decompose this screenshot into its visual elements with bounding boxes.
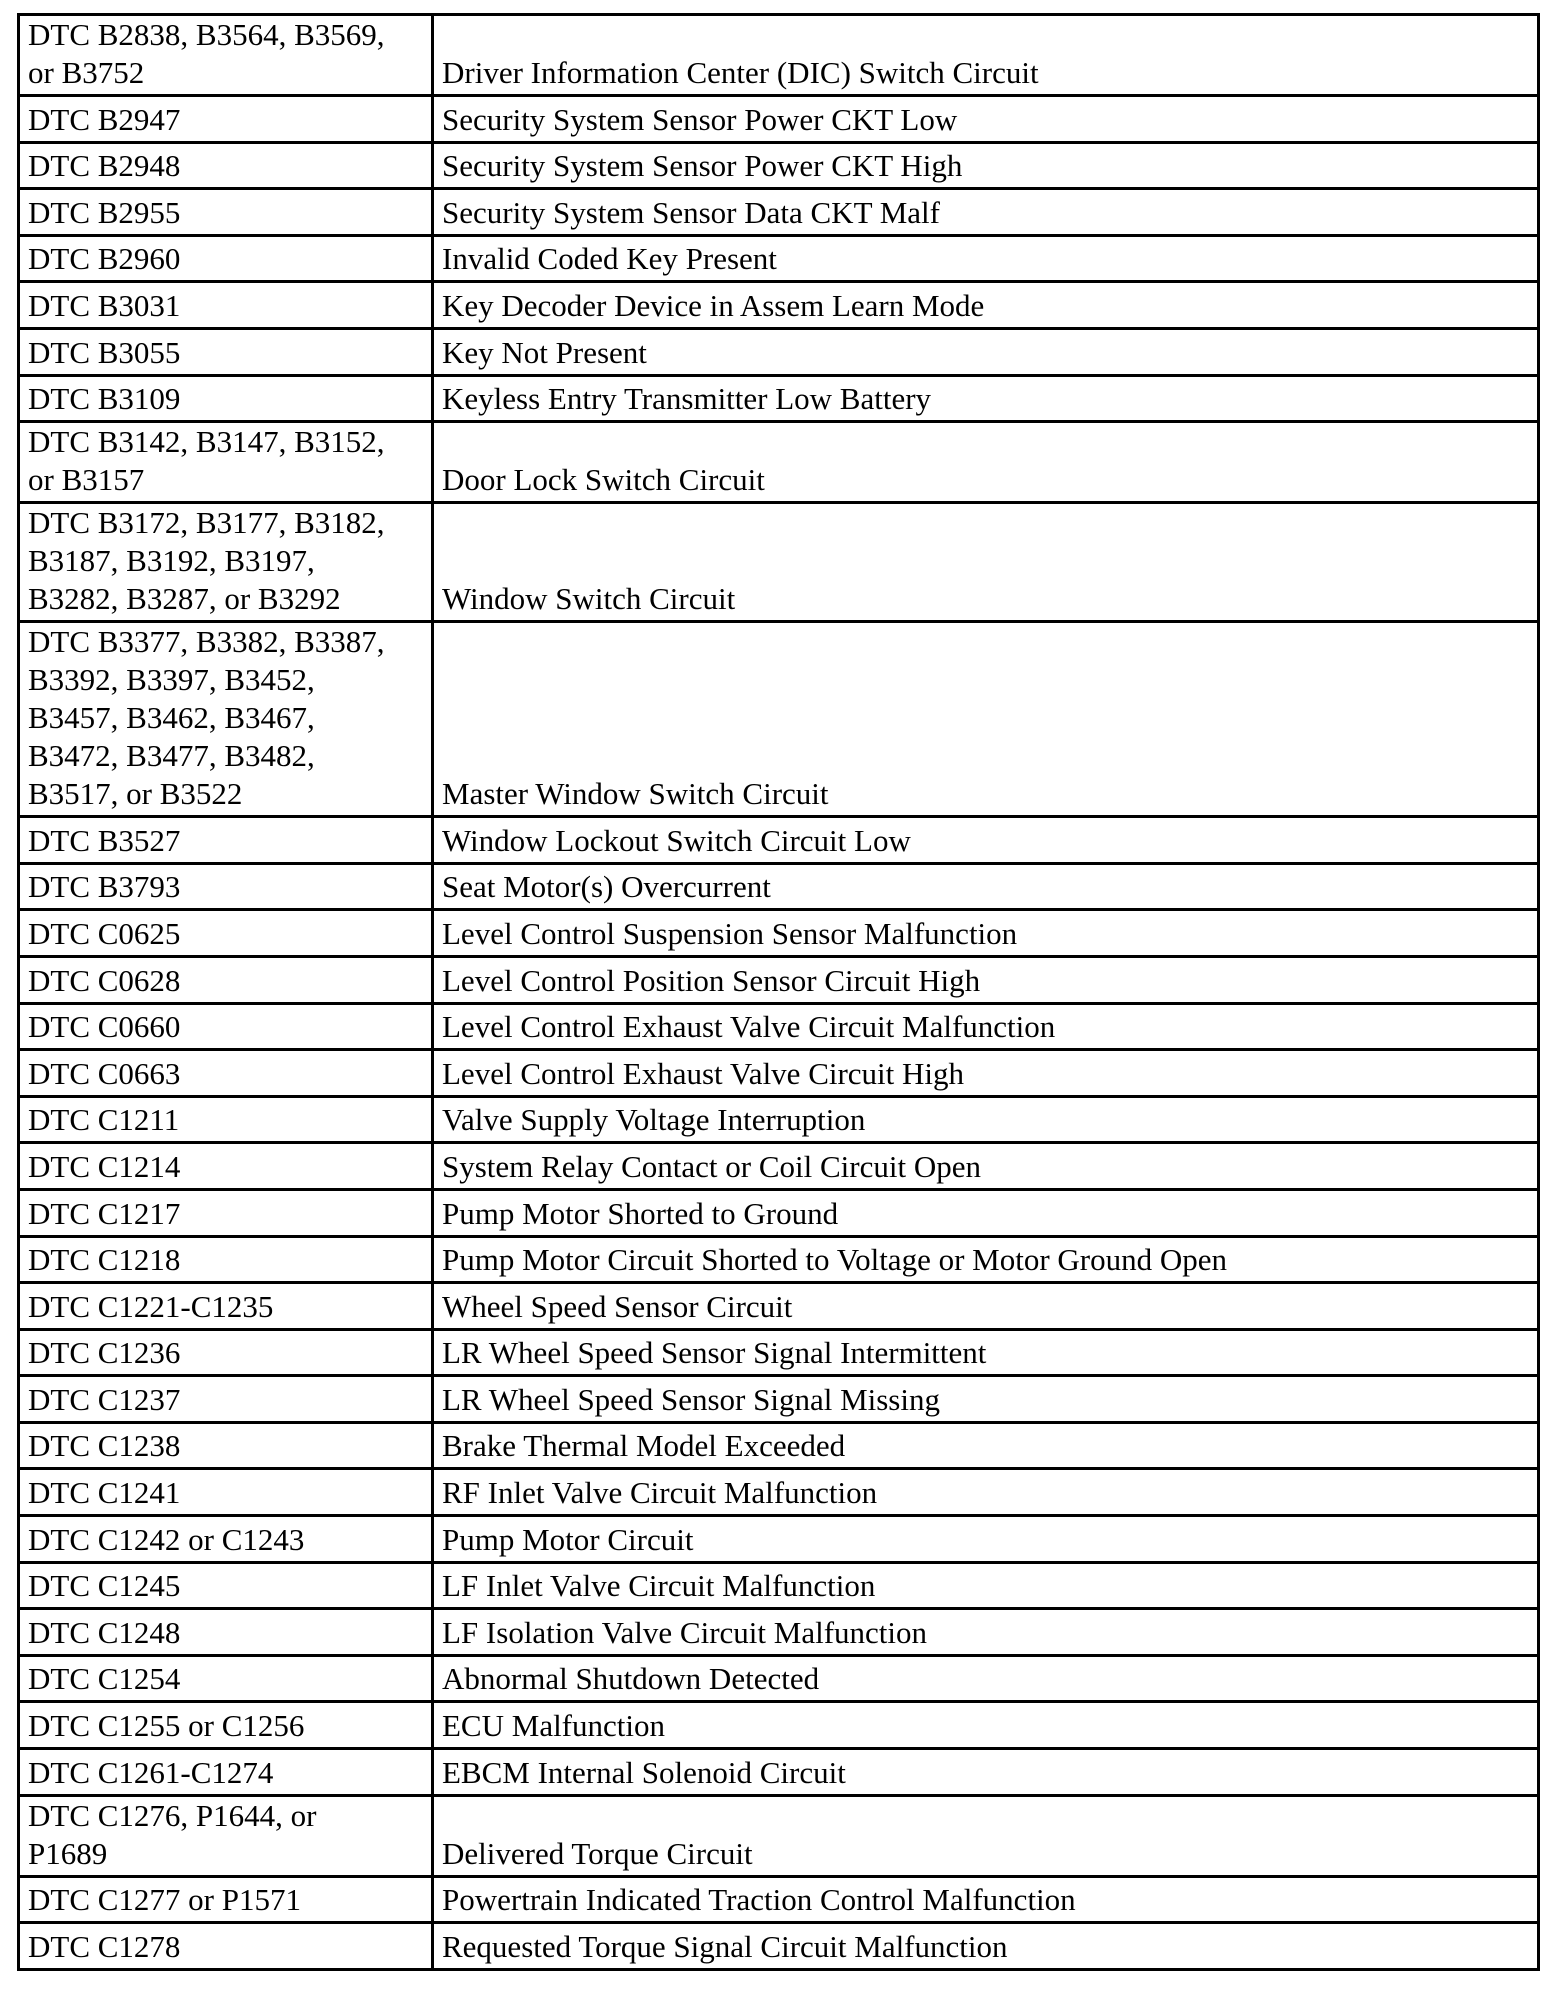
table-row [19,375,1539,422]
dtc-code-cell: DTC C1211 [19,1096,433,1143]
dtc-table-body [19,15,1539,1970]
table-row [19,1329,1539,1376]
dtc-code-cell: DTC B3031 [19,282,433,329]
dtc-code-cell: DTC C1214 [19,1143,433,1190]
dtc-description-cell: ECU Malfunction [433,1702,1539,1749]
dtc-code-cell: DTC B2960 [19,235,433,282]
dtc-description-cell: Pump Motor Shorted to Ground [433,1189,1539,1236]
dtc-description-cell: Security System Sensor Power CKT High [433,142,1539,189]
dtc-code-cell: DTC B3055 [19,328,433,375]
dtc-description-cell: LF Isolation Valve Circuit Malfunction [433,1609,1539,1656]
dtc-code-cell: DTC B2947 [19,96,433,143]
dtc-description-cell: RF Inlet Valve Circuit Malfunction [433,1469,1539,1516]
dtc-code-cell: DTC C1236 [19,1329,433,1376]
table-row [19,1469,1539,1516]
table-row [19,1003,1539,1050]
dtc-code-cell: DTC B3527 [19,817,433,864]
dtc-description-cell: Seat Motor(s) Overcurrent [433,863,1539,910]
table-row [19,328,1539,375]
dtc-code-cell: DTC B2838, B3564, B3569, or B3752 [19,15,433,96]
dtc-code-cell: DTC C1237 [19,1376,433,1423]
dtc-code-cell: DTC C1221-C1235 [19,1283,433,1330]
table-row [19,956,1539,1003]
dtc-code-cell: DTC C1254 [19,1655,433,1702]
dtc-description-cell: EBCM Internal Solenoid Circuit [433,1749,1539,1796]
dtc-description-cell: Window Lockout Switch Circuit Low [433,817,1539,864]
table-row [19,1876,1539,1923]
table-row [19,96,1539,143]
dtc-description-cell: Delivered Torque Circuit [433,1795,1539,1876]
table-row [19,1143,1539,1190]
dtc-description-cell: Security System Sensor Power CKT Low [433,96,1539,143]
dtc-description-cell: Window Switch Circuit [433,503,1539,622]
dtc-table [17,13,1540,1971]
dtc-code-cell: DTC C1277 or P1571 [19,1876,433,1923]
table-row [19,142,1539,189]
dtc-code-cell: DTC B2948 [19,142,433,189]
table-row [19,422,1539,503]
dtc-code-cell: DTC C1242 or C1243 [19,1516,433,1563]
dtc-description-cell: Pump Motor Circuit [433,1516,1539,1563]
dtc-description-cell: Wheel Speed Sensor Circuit [433,1283,1539,1330]
table-row [19,1096,1539,1143]
table-row [19,1795,1539,1876]
dtc-code-cell: DTC C1218 [19,1236,433,1283]
dtc-description-cell: Security System Sensor Data CKT Malf [433,189,1539,236]
table-row [19,1050,1539,1097]
dtc-code-cell: DTC C1261-C1274 [19,1749,433,1796]
dtc-description-cell: LR Wheel Speed Sensor Signal Missing [433,1376,1539,1423]
dtc-description-cell: Level Control Exhaust Valve Circuit High [433,1050,1539,1097]
table-row [19,1609,1539,1656]
dtc-description-cell: Master Window Switch Circuit [433,622,1539,817]
dtc-description-cell: Powertrain Indicated Traction Control Malfunction [433,1876,1539,1923]
table-row [19,910,1539,957]
dtc-description-cell: Invalid Coded Key Present [433,235,1539,282]
dtc-description-cell: Key Decoder Device in Assem Learn Mode [433,282,1539,329]
table-row [19,15,1539,96]
dtc-code-cell: DTC C1217 [19,1189,433,1236]
dtc-code-cell: DTC C1255 or C1256 [19,1702,433,1749]
dtc-description-cell: Level Control Suspension Sensor Malfunction [433,910,1539,957]
dtc-code-cell: DTC C1238 [19,1422,433,1469]
dtc-code-cell: DTC B3142, B3147, B3152, or B3157 [19,422,433,503]
dtc-code-cell: DTC C0625 [19,910,433,957]
dtc-code-cell: DTC B3109 [19,375,433,422]
table-row [19,1422,1539,1469]
table-row [19,1702,1539,1749]
dtc-code-cell: DTC C1241 [19,1469,433,1516]
table-row [19,1749,1539,1796]
table-row [19,1283,1539,1330]
dtc-code-cell: DTC C0663 [19,1050,433,1097]
dtc-description-cell: Driver Information Center (DIC) Switch Circuit [433,15,1539,96]
table-row [19,1189,1539,1236]
table-row [19,235,1539,282]
dtc-description-cell: Level Control Position Sensor Circuit High [433,956,1539,1003]
table-row [19,1516,1539,1563]
table-row [19,1376,1539,1423]
dtc-description-cell: Valve Supply Voltage Interruption [433,1096,1539,1143]
dtc-code-cell: DTC C0628 [19,956,433,1003]
dtc-description-cell: Pump Motor Circuit Shorted to Voltage or Motor Ground Open [433,1236,1539,1283]
dtc-description-cell: Requested Torque Signal Circuit Malfunction [433,1923,1539,1970]
table-row [19,282,1539,329]
dtc-code-cell: DTC B2955 [19,189,433,236]
dtc-description-cell: Keyless Entry Transmitter Low Battery [433,375,1539,422]
dtc-code-cell: DTC C1245 [19,1562,433,1609]
table-row [19,863,1539,910]
dtc-description-cell: LF Inlet Valve Circuit Malfunction [433,1562,1539,1609]
table-row [19,1923,1539,1970]
dtc-description-cell: Abnormal Shutdown Detected [433,1655,1539,1702]
table-row [19,1236,1539,1283]
table-row [19,1562,1539,1609]
dtc-description-cell: Brake Thermal Model Exceeded [433,1422,1539,1469]
table-row [19,817,1539,864]
dtc-code-cell: DTC B3377, B3382, B3387, B3392, B3397, B3452, B3457, B3462, B3467, B3472, B3477, B3482, B3517, or B3522 [19,622,433,817]
dtc-code-cell: DTC C1276, P1644, or P1689 [19,1795,433,1876]
dtc-description-cell: Door Lock Switch Circuit [433,422,1539,503]
dtc-description-cell: System Relay Contact or Coil Circuit Open [433,1143,1539,1190]
dtc-code-cell: DTC B3172, B3177, B3182, B3187, B3192, B3197, B3282, B3287, or B3292 [19,503,433,622]
dtc-description-cell: LR Wheel Speed Sensor Signal Intermittent [433,1329,1539,1376]
table-row [19,1655,1539,1702]
dtc-description-cell: Key Not Present [433,328,1539,375]
dtc-description-cell: Level Control Exhaust Valve Circuit Malfunction [433,1003,1539,1050]
dtc-code-cell: DTC C1278 [19,1923,433,1970]
table-row [19,189,1539,236]
table-row [19,622,1539,817]
table-row [19,503,1539,622]
dtc-code-cell: DTC B3793 [19,863,433,910]
dtc-code-cell: DTC C1248 [19,1609,433,1656]
dtc-code-cell: DTC C0660 [19,1003,433,1050]
